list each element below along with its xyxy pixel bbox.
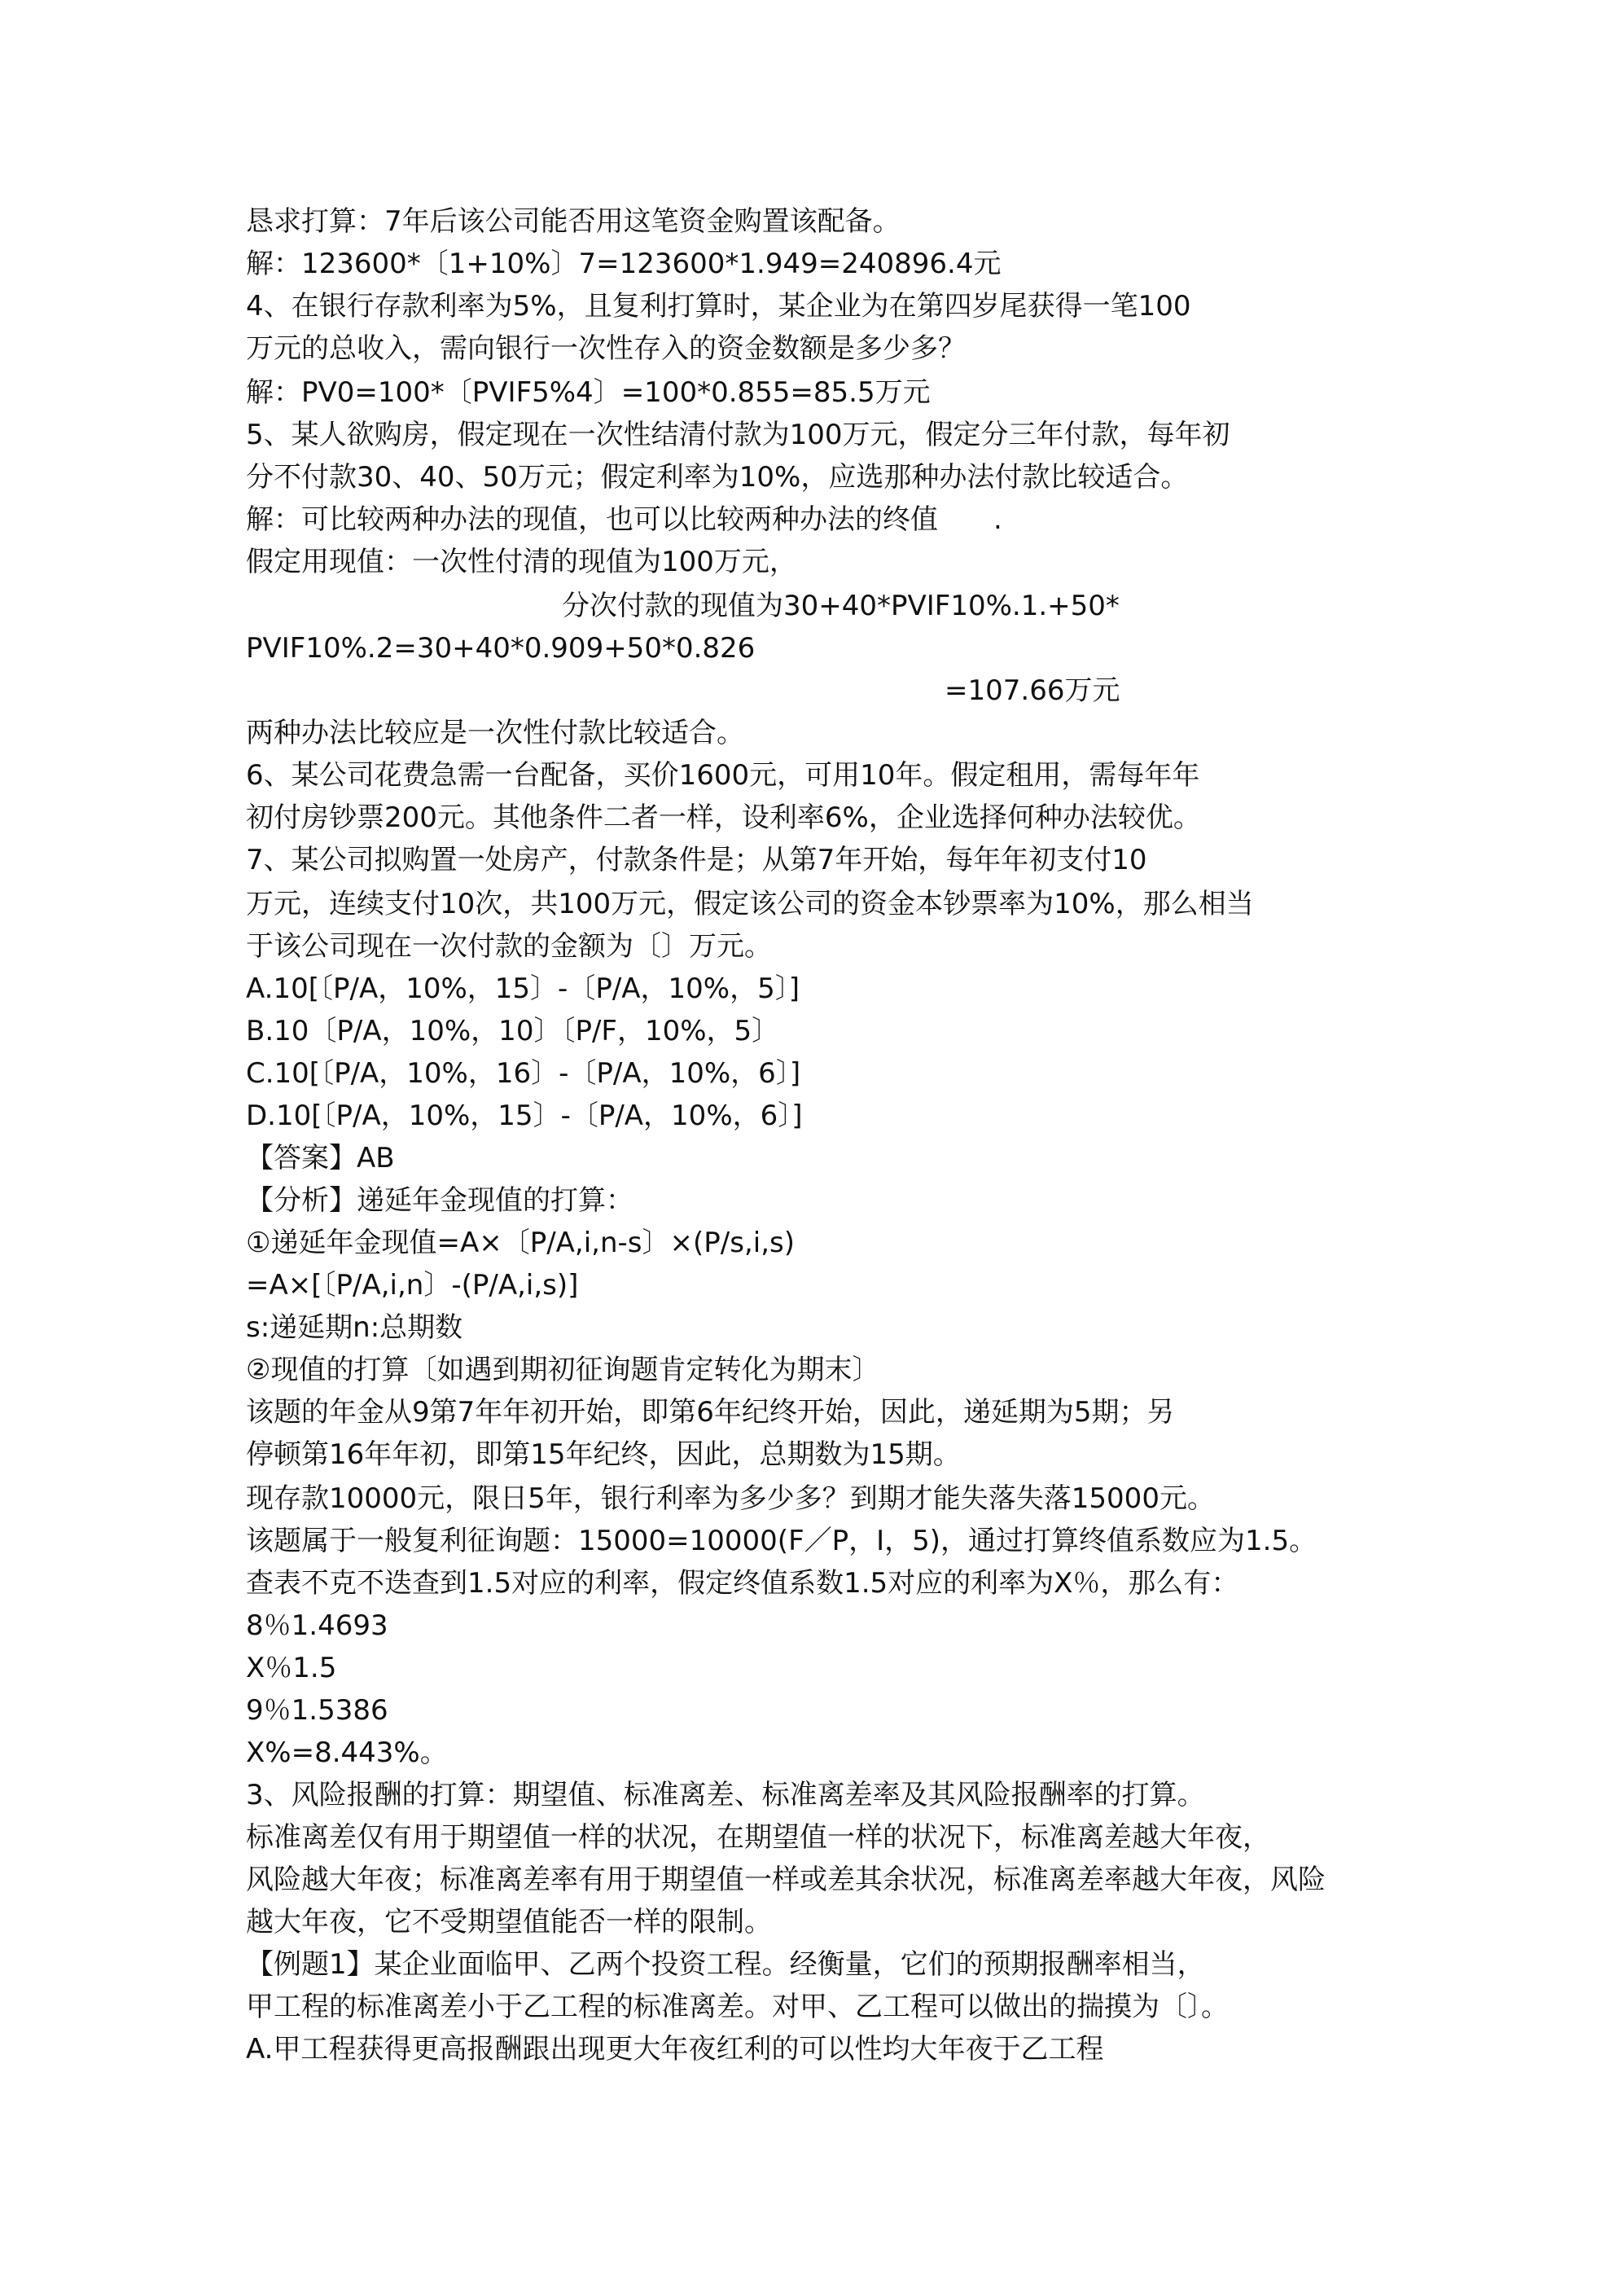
text-line: 分次付款的现值为30+40*PVIF10%.1.+50* [562,590,1120,622]
text-line: 分不付款30、40、50万元；假定利率为10%，应选那种办法付款比较适合。 [246,461,1189,494]
option-d: D.10[〔P/A，10%，15〕-〔P/A，10%，6〕] [246,1100,803,1132]
text-line: 8％1.4693 [246,1609,388,1642]
text-line: 该题的年金从9第7年年初开始，即第6年纪终开始，因此，递延期为5期；另 [246,1396,1175,1429]
text-line: 解：可比较两种办法的现值，也可以比较两种办法的终值 . [246,503,1002,536]
answer-line: 【答案】AB [246,1142,395,1174]
text-line: 现存款10000元，限日5年，银行利率为多少多？到期才能失落失落15000元。 [246,1482,1215,1515]
text-line: 5、某人欲购房，假定现在一次性结清付款为100万元，假定分三年付款，每年初 [246,419,1230,451]
text-line: 6、某公司花费急需一台配备，买价1600元，可用10年。假定租用，需每年年 [246,759,1200,792]
text-line: 初付房钞票200元。其他条件二者一样，设利率6%，企业选择何种办法较优。 [246,801,1201,834]
analysis-line: 【分析】递延年金现值的打算： [246,1184,633,1217]
text-line: ②现值的打算〔如遇到期初征询题肯定转化为期末〕 [246,1354,880,1386]
text-line: 标准离差仅有用于期望值一样的状况，在期望值一样的状况下，标准离差越大年夜， [246,1821,1270,1854]
text-line: 9％1.5386 [246,1694,388,1727]
text-line: A.甲工程获得更高报酬跟出现更大年夜红利的可以性均大年夜于乙工程 [246,2033,1104,2066]
text-line: 解：123600*〔1+10%〕7=123600*1.949=240896.4元 [246,248,1002,280]
text-line: 4、在银行存款利率为5%，且复利打算时，某企业为在第四岁尾获得一笔100 [246,290,1191,323]
text-line: 越大年夜，它不受期望值能否一样的限制。 [246,1906,772,1938]
text-line: 3、风险报酬的打算：期望值、标准离差、标准离差率及其风险报酬率的打算。 [246,1779,1205,1811]
text-line: ①递延年金现值=A×〔P/A,i,n-s〕×(P/s,i,s) [246,1227,795,1259]
text-line: =107.66万元 [945,674,1120,707]
text-line: 停顿第16年年初，即第15年纪终，因此，总期数为15期。 [246,1438,961,1471]
text-line: 甲工程的标准离差小于乙工程的标准离差。对甲、乙工程可以做出的揣摸为〔〕。 [246,1991,1229,2023]
text-line: 【例题1】某企业面临甲、乙两个投资工程。经衡量，它们的预期报酬率相当， [246,1948,1205,1981]
text-line: X％1.5 [246,1652,337,1684]
text-line: 假定用现值：一次性付清的现值为100万元， [246,546,797,578]
text-line: PVIF10%.2=30+40*0.909+50*0.826 [246,632,756,665]
text-line: 两种办法比较应是一次性付款比较适合。 [246,717,744,749]
text-line: 万元的总收入，需向银行一次性存入的资金数额是多少多？ [246,332,966,365]
text-line: 风险越大年夜；标准离差率有用于期望值一样或差其余状况，标准离差率越大年夜，风险 [246,1864,1326,1896]
option-c: C.10[〔P/A，10%，16〕-〔P/A，10%，6〕] [246,1057,801,1090]
option-a: A.10[〔P/A，10%，15〕-〔P/A，10%，5〕] [246,972,800,1005]
text-line: 解：PV0=100*〔PVIF5%4〕=100*0.855=85.5万元 [246,376,931,409]
text-line: 于该公司现在一次付款的金额为〔〕万元。 [246,930,772,963]
text-line: 查表不克不迭查到1.5对应的利率，假定终值系数1.5对应的利率为X％，那么有： [246,1567,1239,1600]
text-line: 该题属于一般复利征询题：15000=10000(F／P，I，5)，通过打算终值系数应为1.5。 [246,1525,1317,1557]
text-line: =A×[〔P/A,i,n〕-(P/A,i,s)] [246,1269,579,1302]
text-line: 恳求打算：7年后该公司能否用这笔资金购置该配备。 [246,205,901,238]
text-line: s:递延期n:总期数 [246,1311,463,1344]
option-b: B.10〔P/A，10%，10〕〔P/F，10%，5〕 [246,1015,780,1047]
text-line: X%=8.443%。 [246,1736,448,1769]
text-line: 7、某公司拟购置一处房产，付款条件是；从第7年开始，每年年初支付10 [246,844,1147,876]
text-line: 万元，连续支付10次，共100万元，假定该公司的资金本钞票率为10%，那么相当 [246,888,1254,920]
